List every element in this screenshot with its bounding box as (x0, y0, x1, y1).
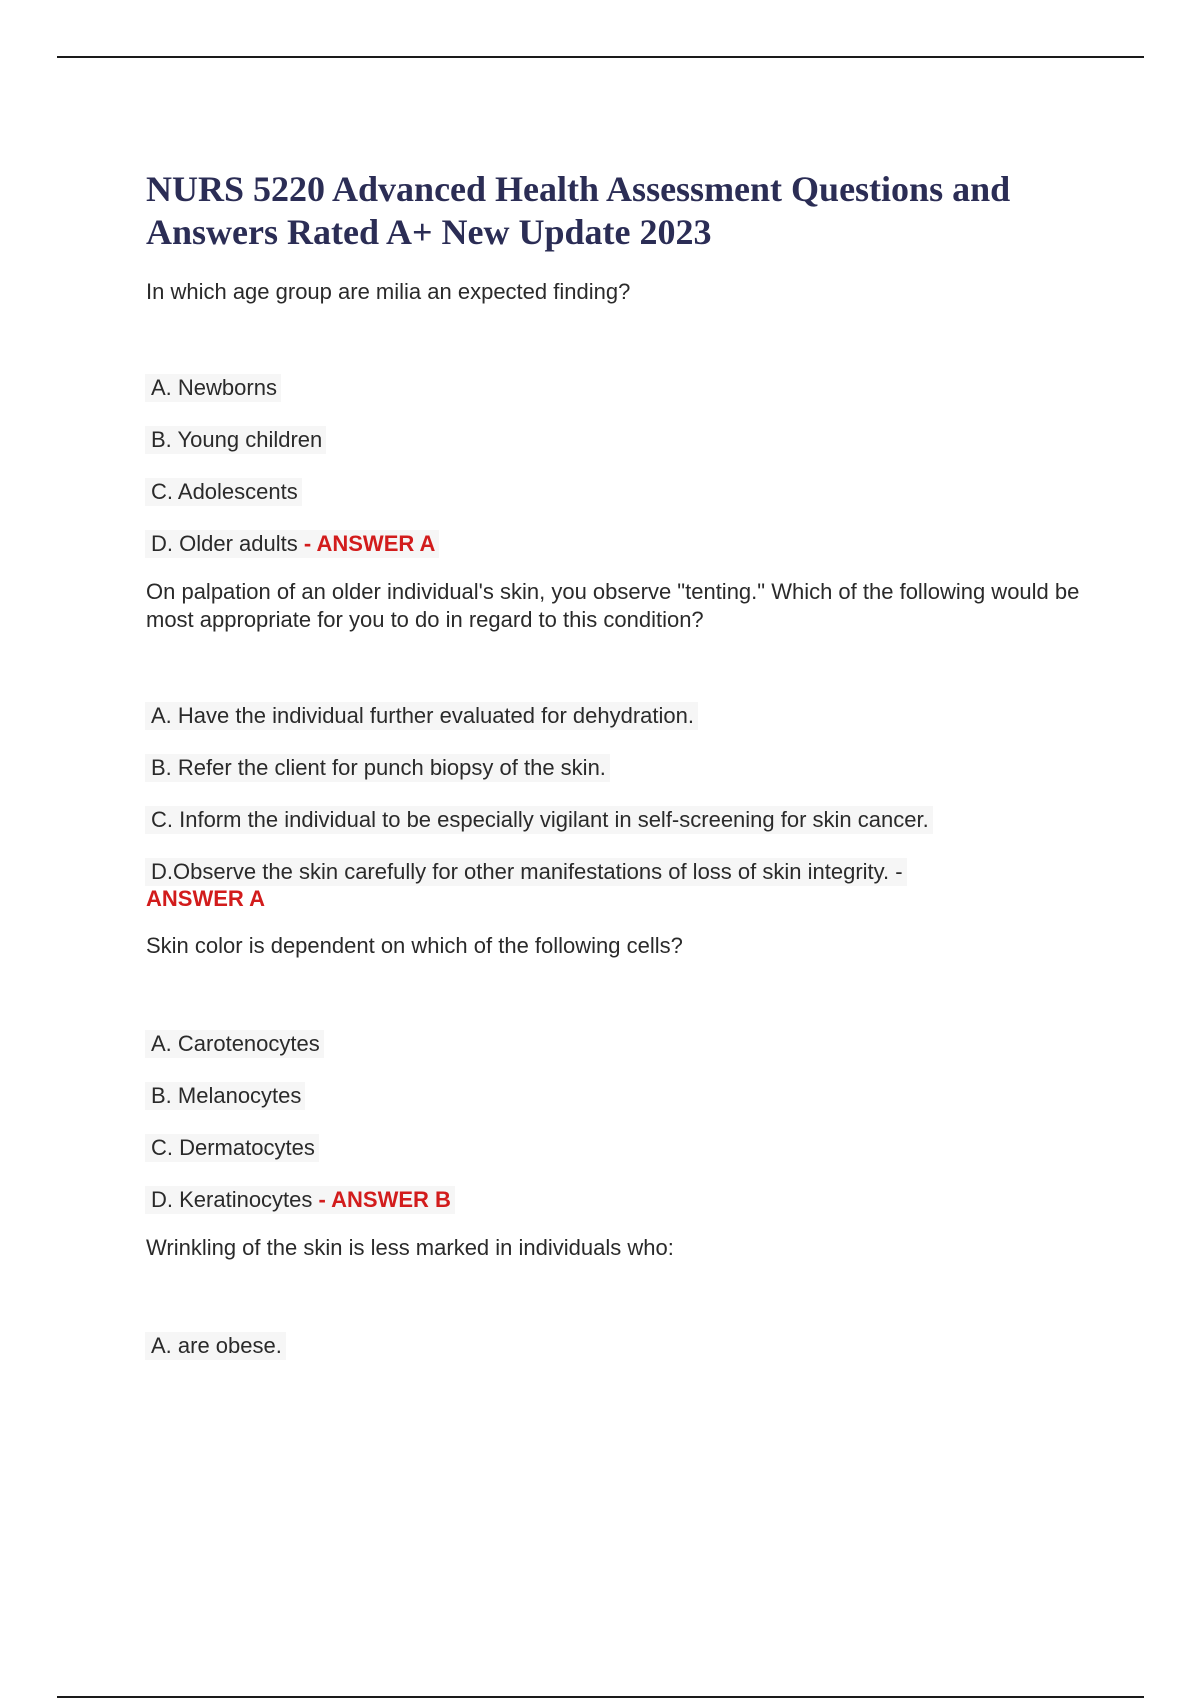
options-list (146, 374, 1086, 558)
question-block (146, 932, 1086, 1214)
option-a: A. Carotenocytes (145, 1030, 324, 1058)
option-b: B. Melanocytes (145, 1082, 305, 1110)
option-d: D.Observe the skin carefully for other manifestations of loss of skin integrity. - (145, 858, 907, 886)
document-body (146, 168, 1086, 1384)
question-block (146, 578, 1086, 912)
options-list (146, 702, 1086, 912)
option-d (145, 1186, 455, 1214)
header-rule (57, 56, 1144, 58)
option-a: A. are obese. (145, 1332, 286, 1360)
option-a: A. Newborns (145, 374, 281, 402)
question-block (146, 278, 1086, 558)
option-d-text: D. Keratinocytes (151, 1187, 313, 1212)
answer-key: - ANSWER A (303, 531, 436, 556)
option-b: B. Refer the client for punch biopsy of the skin. (145, 754, 610, 782)
option-c: C. Inform the individual to be especially vigilant in self-screening for skin cancer. (145, 806, 933, 834)
question-text: Wrinkling of the skin is less marked in individuals who: (146, 1235, 674, 1260)
option-b: B. Young children (145, 426, 326, 454)
question-block (146, 1234, 1086, 1360)
option-d (145, 530, 439, 558)
answer-key: ANSWER A (146, 886, 265, 911)
options-list (146, 1332, 1086, 1360)
option-d-text: D. Older adults (151, 531, 298, 556)
question-text: Skin color is dependent on which of the following cells? (146, 933, 683, 958)
options-list (146, 1030, 1086, 1214)
option-c: C. Dermatocytes (145, 1134, 319, 1162)
option-c: C. Adolescents (145, 478, 302, 506)
footer-rule (57, 1696, 1144, 1698)
question-text: In which age group are milia an expected finding? (146, 279, 631, 304)
document-title: NURS 5220 Advanced Health Assessment Questions and Answers Rated A+ New Update 2023 (146, 169, 1011, 252)
answer-key: - ANSWER B (318, 1187, 451, 1212)
option-a: A. Have the individual further evaluated for dehydration. (145, 702, 698, 730)
question-text: On palpation of an older individual's skin, you observe "tenting." Which of the following would be most appropriate for you to do in regard to this condition? (146, 579, 1080, 632)
